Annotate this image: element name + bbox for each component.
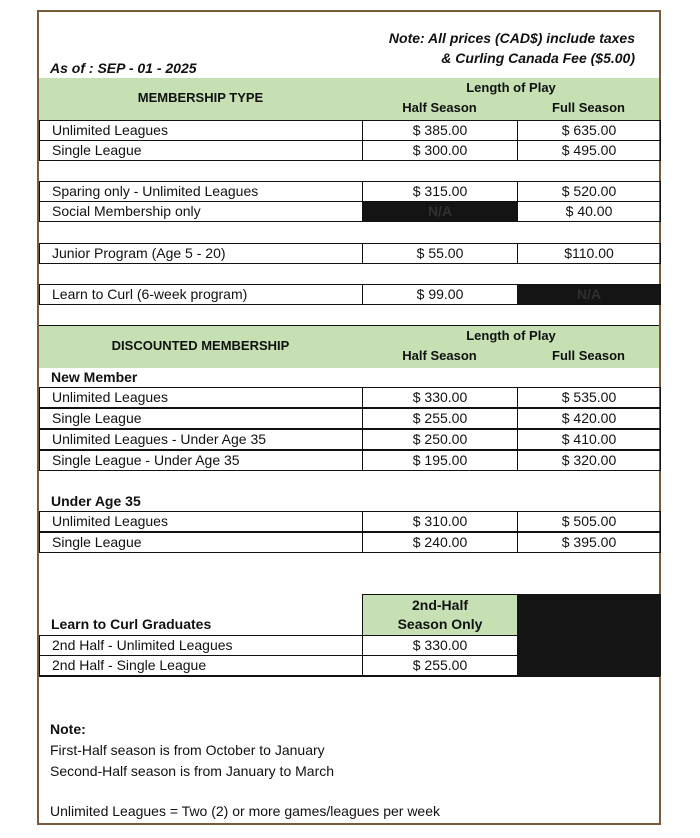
footer-note-line3: Unlimited Leagues = Two (2) or more games/leagues per week xyxy=(50,803,440,819)
discount-row-full: $ 320.00 xyxy=(517,450,661,471)
discount-row-half: $ 330.00 xyxy=(362,387,518,408)
membership-type-title: MEMBERSHIP TYPE xyxy=(137,90,264,105)
full-season-header: Full Season xyxy=(552,100,625,115)
discount-row-full: $ 535.00 xyxy=(517,387,661,408)
under-35-heading: Under Age 35 xyxy=(51,493,141,509)
price-note-line1: Note: All prices (CAD$) include taxes xyxy=(388,30,635,46)
graduates-row-price: $ 255.00 xyxy=(362,655,518,676)
price-note xyxy=(365,28,635,68)
price-note-line2: & Curling Canada Fee ($5.00) xyxy=(441,50,635,66)
discount-row-half: $ 250.00 xyxy=(362,429,518,450)
half-season-header: Half Season xyxy=(402,100,477,115)
membership-row-half: $ 315.00 xyxy=(362,181,518,202)
membership-row-half: $ 99.00 xyxy=(362,284,518,305)
membership-row-full: $ 635.00 xyxy=(517,120,661,141)
membership-row-label: Junior Program (Age 5 - 20) xyxy=(39,243,363,264)
discount-row-label: Unlimited Leagues - Under Age 35 xyxy=(39,429,363,450)
discount-row-half: $ 255.00 xyxy=(362,408,518,429)
membership-row-full: $ 520.00 xyxy=(517,181,661,202)
membership-row-half: $ 385.00 xyxy=(362,120,518,141)
new-member-heading: New Member xyxy=(51,369,138,385)
membership-row-label: Learn to Curl (6-week program) xyxy=(39,284,363,305)
membership-row-label: Single League xyxy=(39,140,363,161)
membership-row-full-na: N/A xyxy=(517,284,661,305)
divider xyxy=(39,676,660,677)
discount-row-half: $ 195.00 xyxy=(362,450,518,471)
discount-row-full: $ 505.00 xyxy=(517,511,661,532)
graduates-row-label: 2nd Half - Unlimited Leagues xyxy=(39,635,363,656)
graduates-col-line2: Season Only xyxy=(397,616,483,632)
footer-note-title: Note: xyxy=(50,721,86,737)
membership-row-half: $ 55.00 xyxy=(362,243,518,264)
discount-row-full: $ 420.00 xyxy=(517,408,661,429)
membership-row-full: $110.00 xyxy=(517,243,661,264)
graduates-heading: Learn to Curl Graduates xyxy=(51,616,212,632)
membership-row-full: $ 40.00 xyxy=(517,201,661,222)
membership-row-label: Sparing only - Unlimited Leagues xyxy=(39,181,363,202)
discount-row-label: Unlimited Leagues xyxy=(39,511,363,532)
graduates-blackout xyxy=(517,594,661,676)
membership-row-label: Unlimited Leagues xyxy=(39,120,363,141)
length-of-play-label: Length of Play xyxy=(466,328,556,343)
full-season-header: Full Season xyxy=(552,348,625,363)
membership-row-full: $ 495.00 xyxy=(517,140,661,161)
membership-row-half-na: N/A xyxy=(362,201,518,222)
discount-row-half: $ 240.00 xyxy=(362,532,518,553)
membership-row-label: Social Membership only xyxy=(39,201,363,222)
graduates-row-price: $ 330.00 xyxy=(362,635,518,656)
discount-row-half: $ 310.00 xyxy=(362,511,518,532)
membership-row-half: $ 300.00 xyxy=(362,140,518,161)
discount-row-label: Single League - Under Age 35 xyxy=(39,450,363,471)
discounted-membership-title: DISCOUNTED MEMBERSHIP xyxy=(111,338,290,353)
as-of-date: As of : SEP - 01 - 2025 xyxy=(50,60,197,76)
discount-row-label: Unlimited Leagues xyxy=(39,387,363,408)
footer-note-line1: First-Half season is from October to January xyxy=(50,742,325,758)
graduates-row-label: 2nd Half - Single League xyxy=(39,655,363,676)
discount-row-full: $ 410.00 xyxy=(517,429,661,450)
graduates-col-line1: 2nd-Half xyxy=(412,597,468,613)
half-season-header: Half Season xyxy=(402,348,477,363)
footer-note-line2: Second-Half season is from January to March xyxy=(50,763,335,779)
length-of-play-label: Length of Play xyxy=(466,80,556,95)
discount-row-label: Single League xyxy=(39,532,363,553)
discount-row-label: Single League xyxy=(39,408,363,429)
discount-row-full: $ 395.00 xyxy=(517,532,661,553)
